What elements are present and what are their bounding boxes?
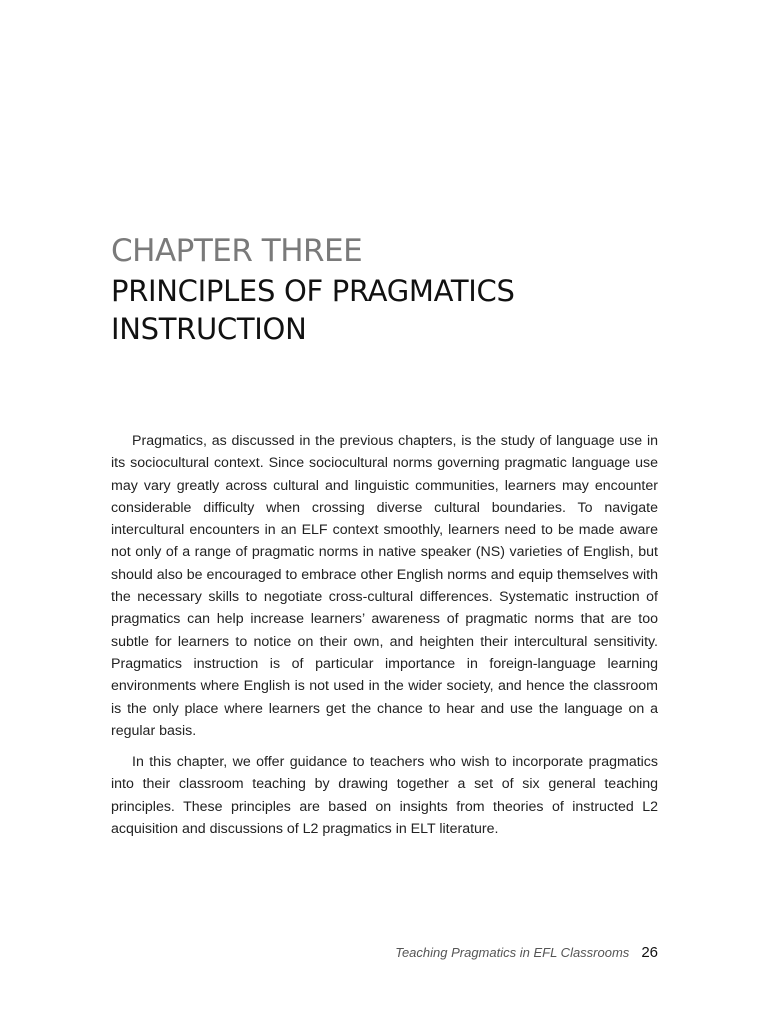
page-number: 26 <box>641 944 658 961</box>
body-text <box>111 430 658 849</box>
paragraph-1: Pragmatics, as discussed in the previous chapters, is the study of language use in its sociocultural context. Since sociocultural norms governing pragmatic language use may vary greatly across cultural and linguistic communities, learners may encounter considerable difficulty when crossing diverse cultural boundaries. To navigate intercultural encounters in an ELF context smoothly, learners need to be made aware not only of a range of pragmatic norms in native speaker (NS) varieties of English, but should also be encouraged to embrace other English norms and equip themselves with the necessary skills to negotiate cross-cultural differences. Systematic instruction of pragmatics can help increase learners’ awareness of pragmatic norms that are too subtle for learners to notice on their own, and heighten their intercultural sensitivity. Pragmatics instruction is of particular importance in foreign-language learning environments where English is not used in the wider society, and hence the classroom is the only place where learners get the chance to hear and use the language on a regular basis. <box>111 433 658 739</box>
chapter-title <box>111 272 671 348</box>
paragraph-2: In this chapter, we offer guidance to teachers who wish to incorporate pragmatics into their classroom teaching by drawing together a set of six general teaching principles. These principles are based on insights from theories of instructed L2 acquisition and discussions of L2 pragmatics in ELT literature. <box>111 754 658 838</box>
chapter-title-line-1: PRINCIPLES OF PRAGMATICS <box>111 274 515 308</box>
chapter-heading <box>111 232 671 348</box>
running-title: Teaching Pragmatics in EFL Classrooms <box>395 945 630 960</box>
chapter-label: CHAPTER THREE <box>111 233 363 269</box>
chapter-title-line-2: INSTRUCTION <box>111 312 307 346</box>
page-footer <box>395 944 658 961</box>
